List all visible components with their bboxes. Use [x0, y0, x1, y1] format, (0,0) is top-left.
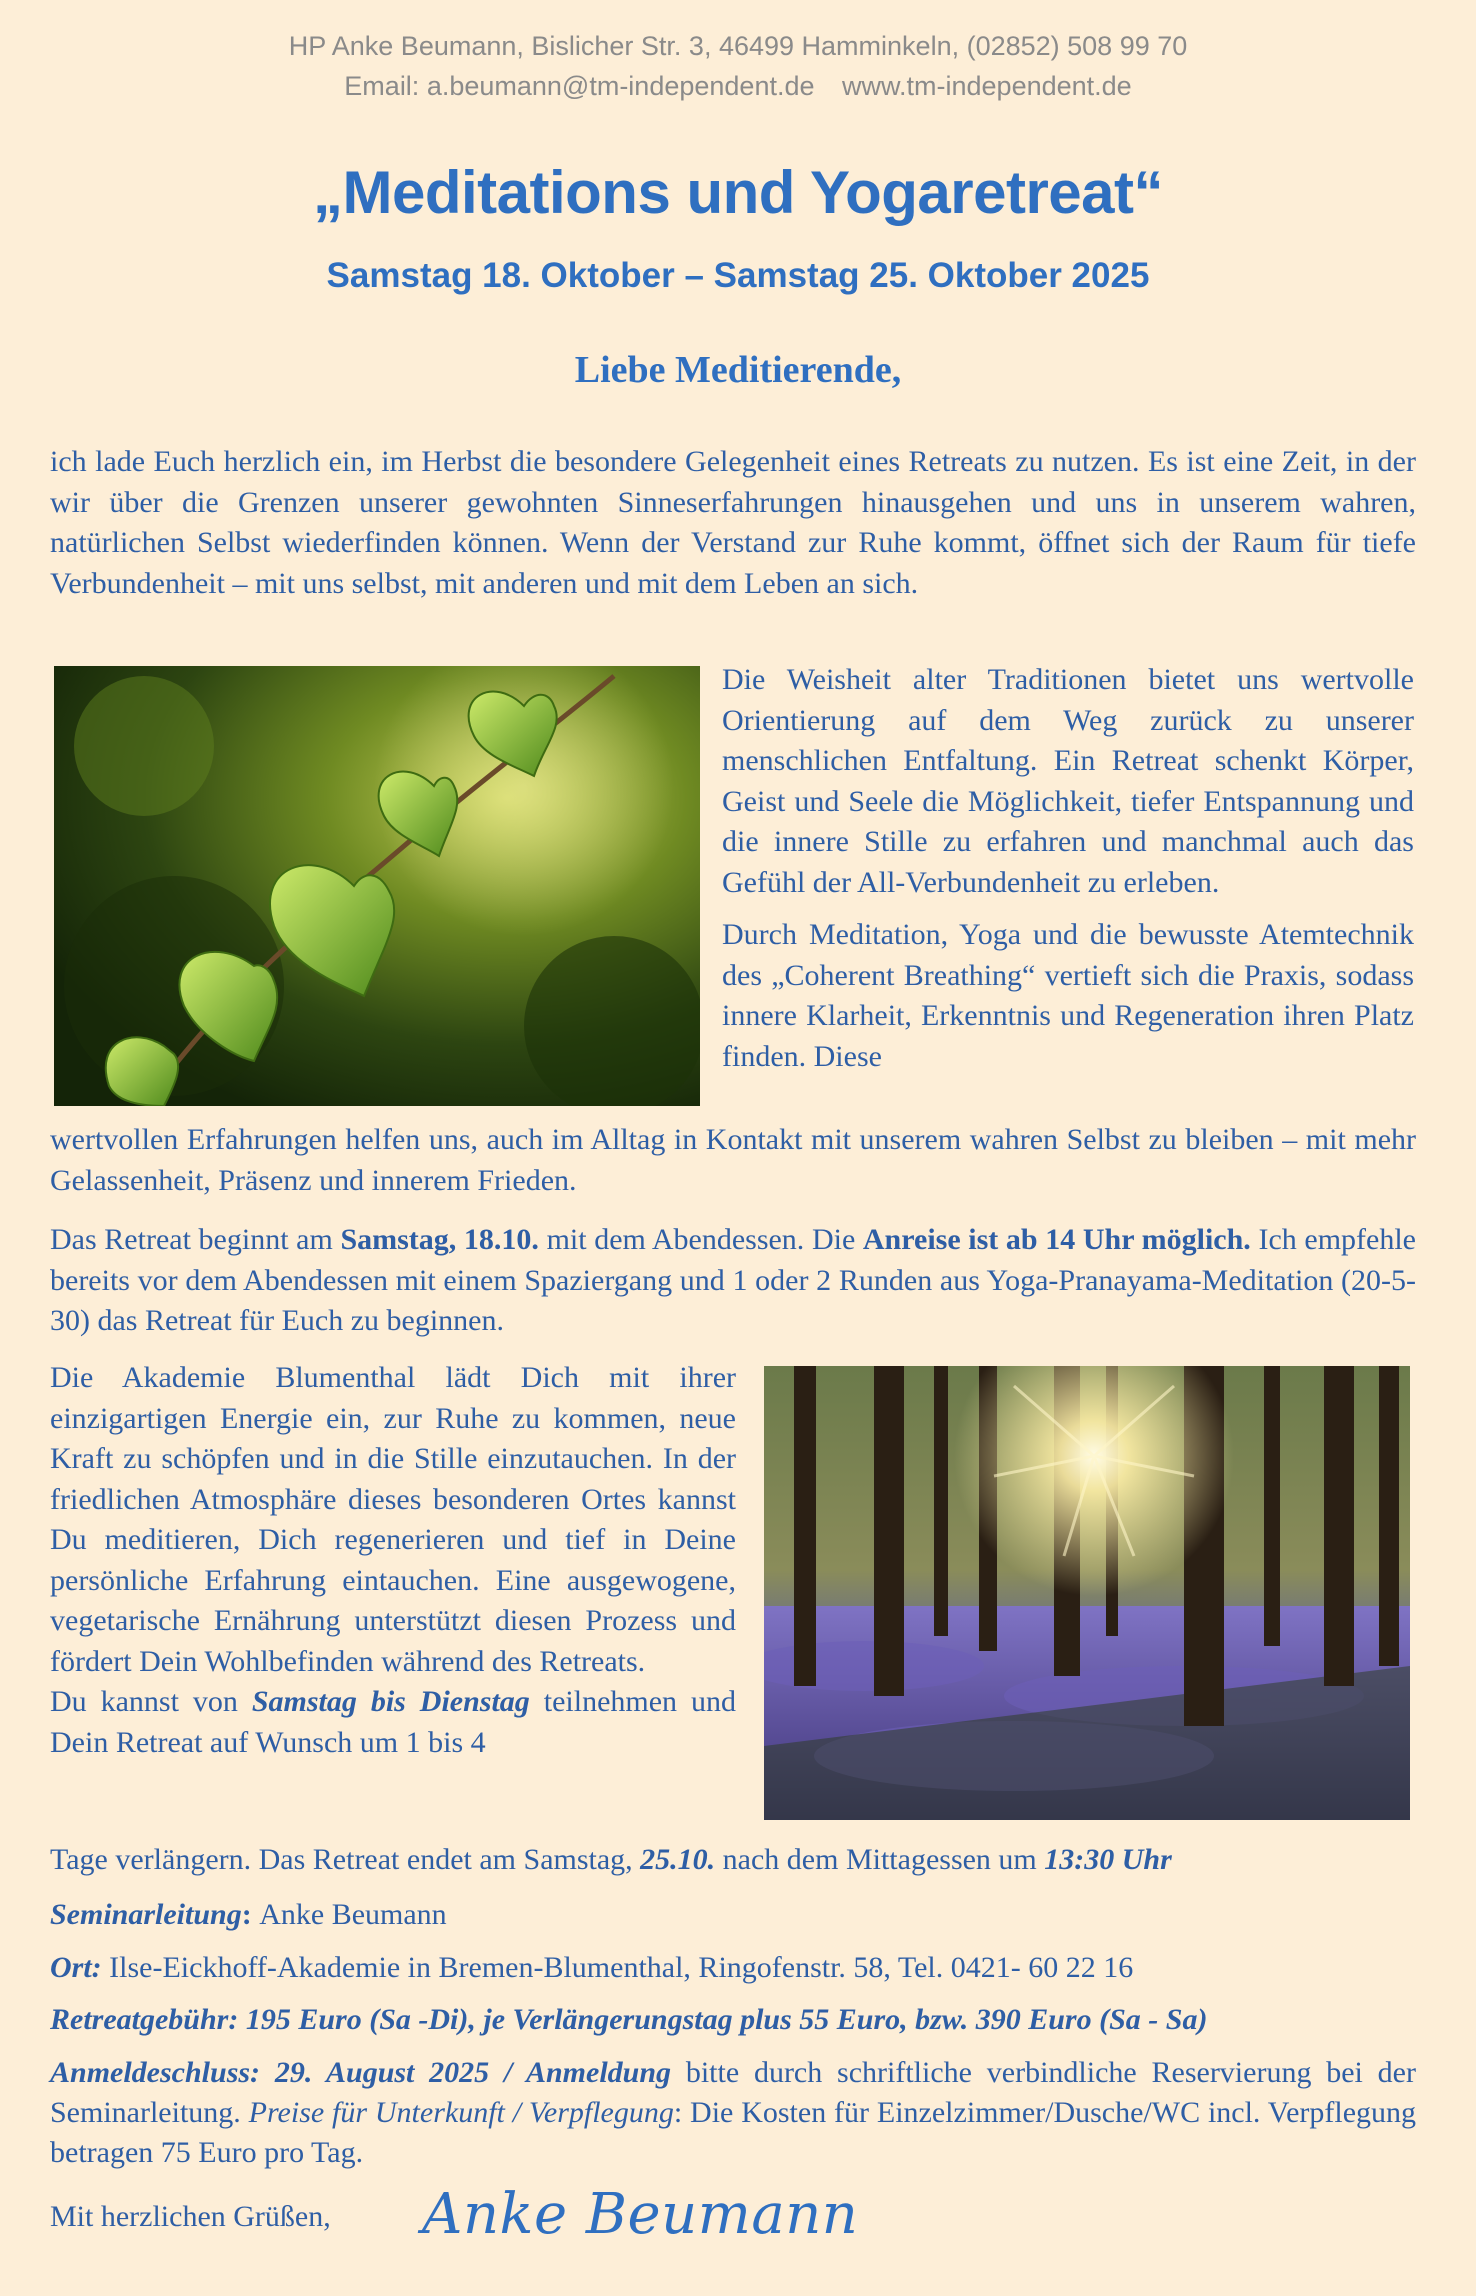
closing-greeting: Mit herzlichen Grüßen, — [50, 2200, 331, 2233]
ort-value: Ilse-Eickhoff-Akademie in Bremen-Blumenthal, Ringofenstr. 58, Tel. 0421- 60 22 16 — [101, 1951, 1134, 1984]
ort-line — [50, 1948, 1416, 1988]
anmeldung-label: Anmeldung — [525, 2056, 672, 2089]
participation-days: Samstag bis Dienstag — [251, 1685, 530, 1718]
anmeldung-text-1: bitte durch schriftliche verbindliche Reservierung bei der Seminarleitung. — [50, 2056, 1416, 2129]
anmeldung-text-2: : Die Kosten für Einzelzimmer/Dusche/WC incl. Verpflegung betragen 75 Euro pro Tag. — [50, 2096, 1417, 2169]
anmeldung-paragraph — [50, 2053, 1416, 2173]
anmeldeschluss-label: Anmeldeschluss — [50, 2056, 251, 2089]
address-line: HP Anke Beumann, Bislicher Str. 3, 46499 Hamminkeln, (02852) 508 99 70 — [288, 31, 1188, 61]
page-title: „Meditations und Yogaretreat“ — [312, 159, 1164, 226]
wertvoll-paragraph: wertvollen Erfahrungen helfen uns, auch im Alltag in Kontakt mit unserem wahren Selbst zu bleiben – mit mehr Gelassenheit, Präsenz und innerem Frieden. — [50, 1123, 1416, 1197]
gebuehr-value: : 195 Euro (Sa -Di), je Verlängerungstag plus 55 Euro, bzw. 390 Euro (Sa - Sa) — [228, 2003, 1208, 2036]
meditation-paragraph: Durch Meditation, Yoga und die bewusste Atemtechnik des „Coherent Breathing“ vertieft sich die Praxis, sodass innere Klarheit, Erkenntnis und Regeneration ihren Platz finden. Diese — [722, 918, 1414, 1073]
ort-label: Ort: — [50, 1951, 102, 1984]
seminarleitung-line — [50, 1895, 1416, 1935]
signature: Anke Beumann — [422, 2182, 859, 2247]
weisheit-column — [722, 660, 1414, 1077]
greeting: Liebe Meditierende, — [574, 349, 902, 391]
beginn-paragraph — [50, 1220, 1416, 1342]
start-date: Samstag, 18.10. — [340, 1223, 539, 1256]
ende-text-2: nach dem Mittagessen um — [715, 1843, 1045, 1876]
intro-paragraph: ich lade Euch herzlich ein, im Herbst die besondere Gelegenheit eines Retreats zu nutzen. Es ist eine Zeit, in der wir über die Grenzen unserer gewohnten Sinneserfahrungen hinausgehen und uns in unserem wahren, natürlichen Selbst wiederfinden können. Wenn der Verstand zur Ruhe kommt, öffnet sich der Raum für tiefe Verbundenheit – mit uns selbst, mit anderen und mit dem Leben an sich. — [50, 445, 1416, 600]
ende-line — [50, 1840, 1416, 1881]
contact-line — [0, 66, 1476, 106]
seminarleitung-label: Seminarleitung — [50, 1898, 242, 1931]
event-dates: Samstag 18. Oktober – Samstag 25. Oktober 2025 — [326, 256, 1150, 295]
gebuehr-label: Retreatgebühr — [50, 2003, 229, 2036]
gebuehr-line — [50, 2000, 1416, 2040]
anmeldeschluss-value: : 29. August 2025 / — [250, 2056, 526, 2089]
seminarleitung-separator: : — [241, 1898, 260, 1931]
preise-label: Preise für Unterkunft / Verpflegung — [248, 2096, 674, 2129]
beginn-text-1: Das Retreat beginnt am — [50, 1223, 341, 1256]
akademie-paragraph: Die Akademie Blumenthal lädt Dich mit ihrer einzigartigen Energie ein, zur Ruhe zu kommen, neue Kraft zu schöpfen und in die Stille einzutauchen. In der friedlichen Atmosphäre dieses besonderen Ortes kannst Du meditieren, Dich regenerieren und tief in Deine persönliche Erfahrung eintauchen. Eine ausgewogene, vegetarische Ernährung unterstützt diesen Prozess und fördert Dein Wohlbefinden während des Retreats. — [50, 1361, 736, 1678]
ende-text-1: Tage verlängern. Das Retreat endet am Samstag, — [50, 1843, 641, 1876]
arrival-time: Anreise ist ab 14 Uhr möglich. — [862, 1223, 1251, 1256]
email-text[interactable]: Email: a.beumann@tm-independent.de — [344, 71, 815, 101]
akademie-text-2: teilnehmen und Dein Retreat auf Wunsch um 1 bis 4 — [50, 1685, 736, 1759]
bluebell-forest-photo — [764, 1366, 1410, 1820]
beginn-text-3: Ich empfehle bereits vor dem Abendessen mit einem Spaziergang und 1 oder 2 Runden aus Yoga-Pranayama-Meditation (20-5-30) das Retreat für Euch zu beginnen. — [50, 1223, 1416, 1337]
beginn-text-2: mit dem Abendessen. Die — [538, 1223, 863, 1256]
header — [0, 26, 1476, 106]
akademie-column — [50, 1358, 736, 1763]
leaves-photo — [54, 666, 700, 1106]
end-date: 25.10. — [640, 1843, 716, 1876]
akademie-text-1: Du kannst von — [50, 1685, 252, 1718]
end-time: 13:30 Uhr — [1044, 1843, 1172, 1876]
weisheit-paragraph: Die Weisheit alter Traditionen bietet uns wertvolle Orientierung auf dem Weg zurück zu unserer menschlichen Entfaltung. Ein Retreat schenkt Körper, Geist und Seele die Möglichkeit, tiefer Entspannung und die innere Stille zu erfahren und manchmal auch das Gefühl der All-Verbundenheit zu erleben. — [722, 663, 1414, 899]
website-link[interactable]: www.tm-independent.de — [842, 71, 1132, 101]
seminarleitung-value: Anke Beumann — [259, 1898, 447, 1931]
